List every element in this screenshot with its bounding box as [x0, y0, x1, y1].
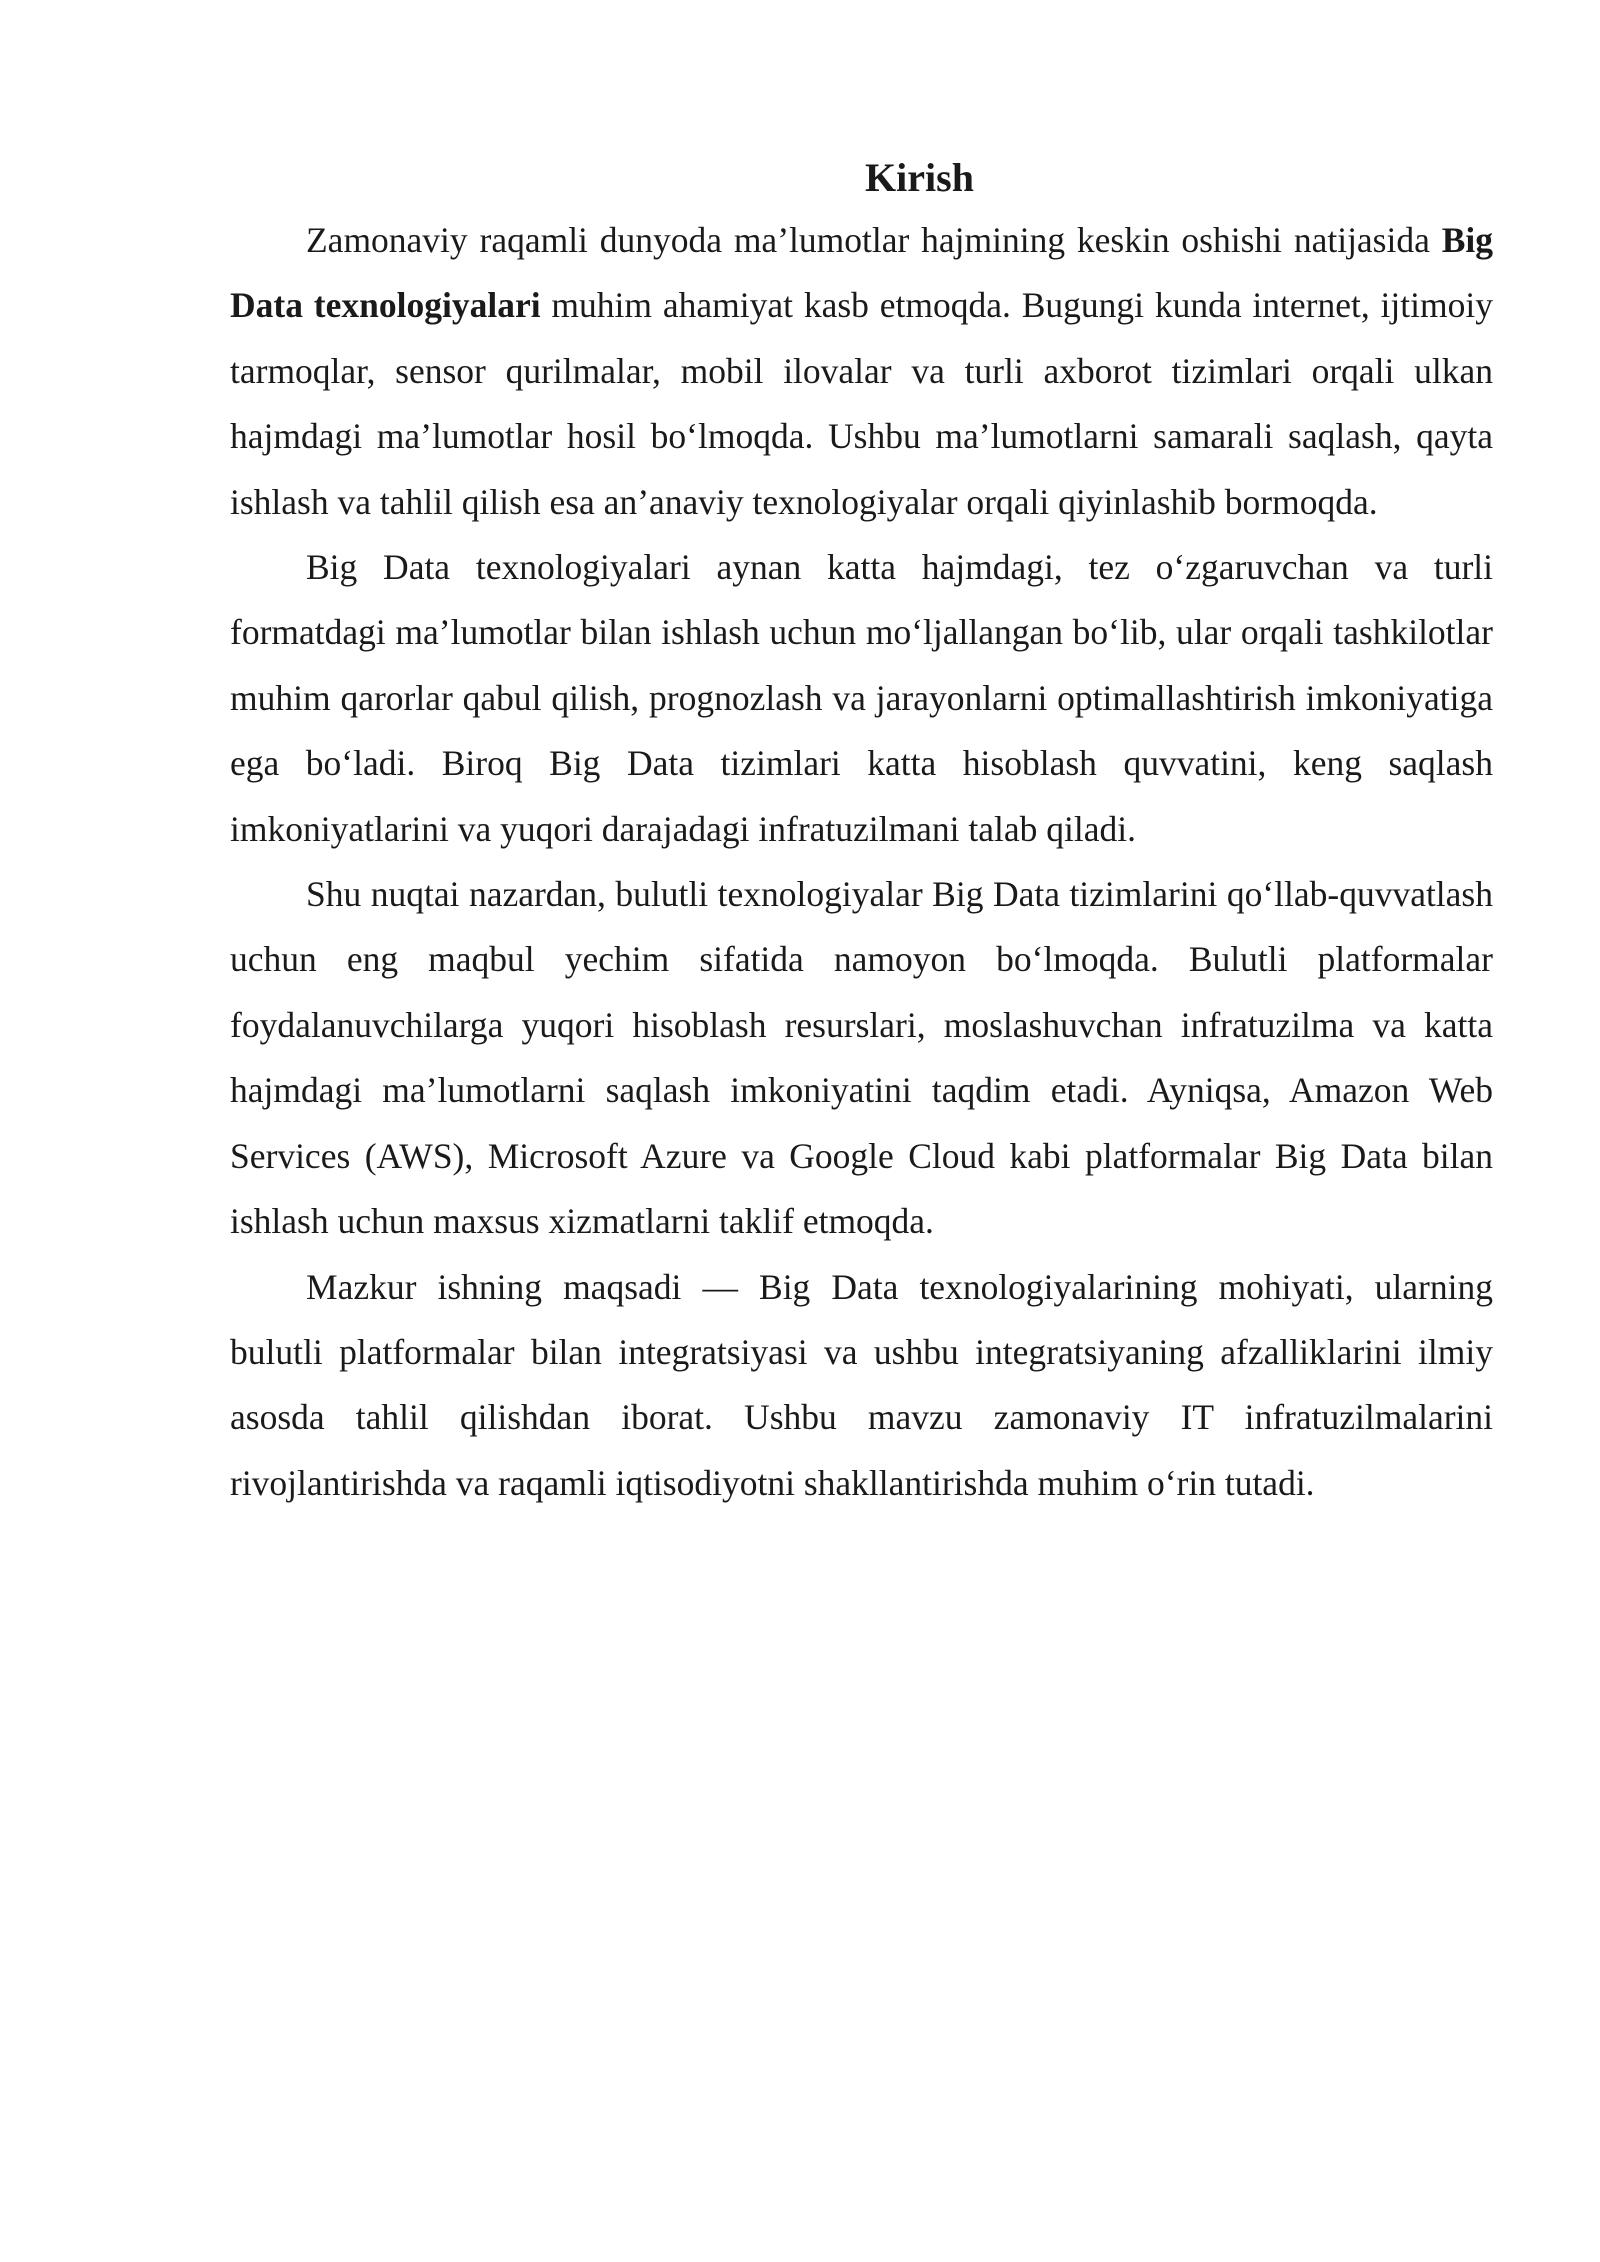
- paragraph-2: Big Data texnologiyalari aynan katta hajmdagi, tez o‘zgaruvchan va turli formatdagi ma’lumotlar bilan ishlash uchun mo‘ljallangan bo‘lib, ular orqali tashkilotlar muhim qarorlar qabul qilish, prognozlash va jarayonlarni optimallashtirish imkoniyatiga ega bo‘ladi. Biroq Big Data tizimlari katta hisoblash quvvatini, keng saqlash imkoniyatlarini va yuqori darajadagi infratuzilmani talab qiladi.: [230, 547, 1493, 849]
- page-title: Kirish: [865, 155, 974, 200]
- document-body: [230, 148, 1493, 1516]
- paragraph-1: [230, 208, 1493, 535]
- paragraph-1-lead: Zamonaviy raqamli dunyoda ma’lumotlar hajmining keskin oshishi natijasida: [306, 220, 1442, 260]
- paragraph-1-rest: muhim ahamiyat kasb etmoqda. Bugungi kunda internet, ijtimoiy tarmoqlar, sensor qurilmalar, mobil ilovalar va turli axborot tizimlari orqali ulkan hajmdagi ma’lumotlar hosil bo‘lmoqda. Ushbu ma’lumotlarni samarali saqlash, qayta ishlash va tahlil qilish esa an’anaviy texnologiyalar orqali qiyinlashib bormoqda.: [230, 285, 1493, 522]
- paragraph-4: Mazkur ishning maqsadi — Big Data texnologiyalarining mohiyati, ularning bulutli platformalar bilan integratsiyasi va ushbu integratsiyaning afzalliklarini ilmiy asosda tahlil qilishdan iborat. Ushbu mavzu zamonaviy IT infratuzilmalarini rivojlantirishda va raqamli iqtisodiyotni shakllantirishda muhim o‘rin tutadi.: [230, 1266, 1493, 1503]
- paragraph-3: Shu nuqtai nazardan, bulutli texnologiyalar Big Data tizimlarini qo‘llab-quvvatlash uchun eng maqbul yechim sifatida namoyon bo‘lmoqda. Bulutli platformalar foydalanuvchilarga yuqori hisoblash resurslari, moslashuvchan infratuzilma va katta hajmdagi ma’lumotlarni saqlash imkoniyatini taqdim etadi. Ayniqsa, Amazon Web Services (AWS), Microsoft Azure va Google Cloud kabi platformalar Big Data bilan ishlash uchun maxsus xizmatlarni taklif etmoqda.: [230, 874, 1493, 1242]
- paragraph-1-bold-term: Big Data texnologiyalari: [230, 220, 1493, 326]
